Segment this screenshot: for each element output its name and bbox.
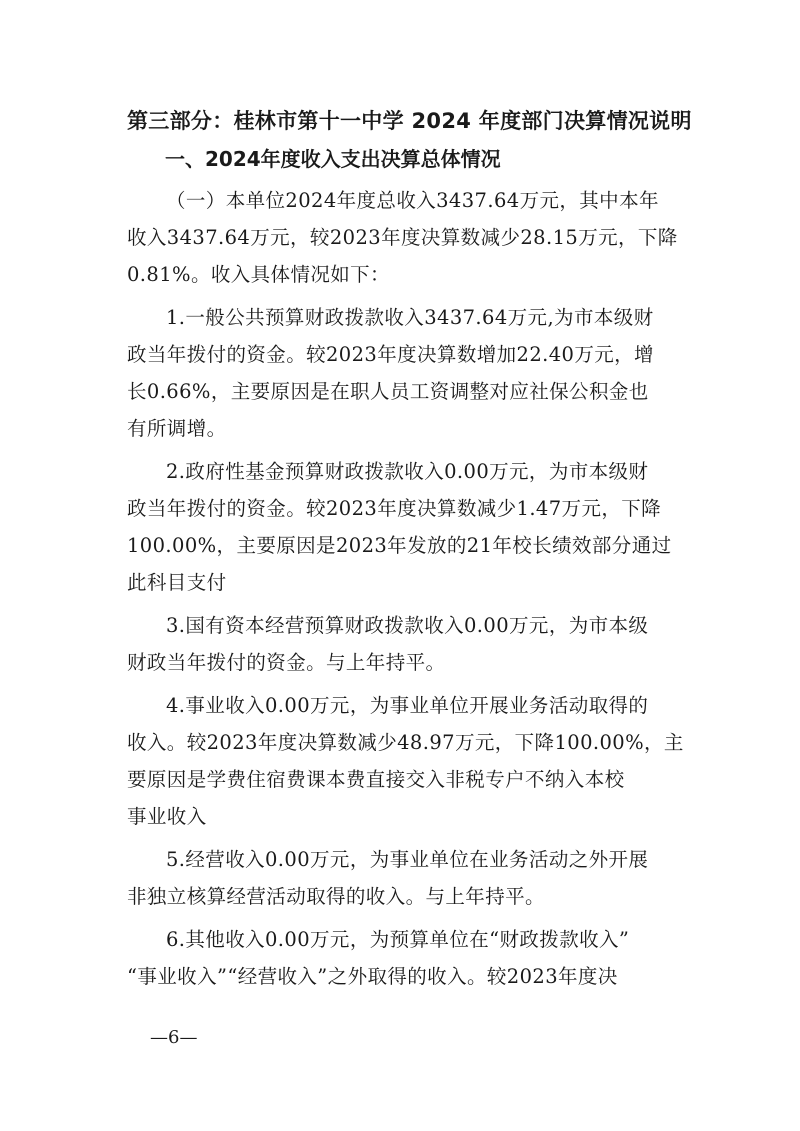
document-body [127,182,684,1001]
paragraph [127,607,675,681]
paragraph [127,921,675,995]
text-line: 此科目支付 [127,571,227,594]
text-line: 1.一般公共预算财政拨款收入3437.64万元,为市本级财 [166,306,654,329]
page-number: —6— [150,1027,198,1048]
text-line: 政当年拨付的资金。较2023年度决算数减少1.47万元，下降 [127,497,662,520]
text-line: 2.政府性基金预算财政拨款收入0.00万元，为市本级财 [166,460,649,483]
text-line: 4.事业收入0.00万元，为事业单位开展业务活动取得的 [166,694,649,717]
text-line: 3.国有资本经营预算财政拨款收入0.00万元，为市本级 [166,614,649,637]
text-line: 6.其他收入0.00万元，为预算单位在“财政拨款收入” [166,928,630,951]
section-heading: 一、2024年度收入支出决算总体情况 [165,147,501,171]
paragraph [127,182,678,293]
paragraph [127,687,684,835]
text-line: 长0.66%，主要原因是在职人员工资调整对应社保公积金也 [127,380,649,403]
text-line: 有所调增。 [127,417,227,440]
paragraph [127,299,675,447]
text-line: “事业收入”“经营收入”之外取得的收入。较2023年度决 [127,965,618,988]
text-line: （一）本单位2024年度总收入3437.64万元，其中本年 [166,189,659,212]
text-line: 收入3437.64万元，较2023年度决算数减少28.15万元，下降 [127,226,678,249]
text-line: 事业收入 [127,805,207,828]
text-line: 100.00%，主要原因是2023年发放的21年校长绩效部分通过 [127,534,672,557]
document-title: 第三部分：桂林市第十一中学 2024 年度部门决算情况说明 [127,109,692,133]
text-line: 5.经营收入0.00万元，为事业单位在业务活动之外开展 [166,848,649,871]
text-line: 要原因是学费住宿费课本费直接交入非税专户不纳入本校 [127,768,625,791]
text-line: 政当年拨付的资金。较2023年度决算数增加22.40万元，增 [127,343,654,366]
paragraph [127,841,675,915]
text-line: 收入。较2023年度决算数减少48.97万元，下降100.00%，主 [127,731,684,754]
text-line: 0.81%。收入具体情况如下： [127,263,390,286]
text-line: 非独立核算经营活动取得的收入。与上年持平。 [127,885,545,908]
text-line: 财政当年拨付的资金。与上年持平。 [127,651,446,674]
paragraph [127,453,675,601]
